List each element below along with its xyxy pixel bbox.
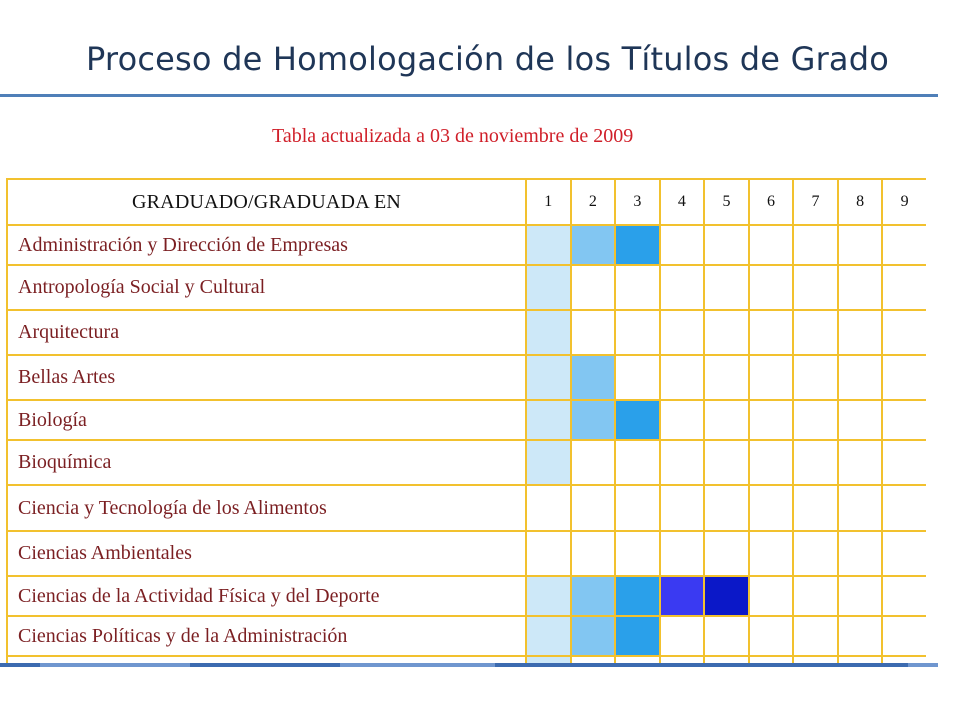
pending-step-cell [838, 576, 883, 616]
table-row [7, 355, 926, 400]
pending-step-cell [749, 531, 794, 576]
completed-step-cell [615, 576, 660, 616]
completed-step-cell [526, 576, 571, 616]
pending-step-cell [571, 265, 616, 310]
pending-step-cell [749, 400, 794, 440]
pending-step-cell [838, 355, 883, 400]
taskbar-button[interactable] [340, 663, 495, 667]
step-column-header: 4 [660, 179, 705, 225]
pending-step-cell [571, 440, 616, 485]
completed-step-cell [615, 616, 660, 656]
pending-step-cell [615, 485, 660, 531]
table-header-row [7, 179, 926, 225]
pending-step-cell [838, 616, 883, 656]
completed-step-cell [704, 576, 749, 616]
pending-step-cell [660, 485, 705, 531]
pending-step-cell [793, 531, 838, 576]
pending-step-cell [882, 400, 926, 440]
pending-step-cell [793, 400, 838, 440]
pending-step-cell [882, 310, 926, 355]
pending-step-cell [882, 355, 926, 400]
pending-step-cell [660, 265, 705, 310]
table-row [7, 531, 926, 576]
pending-step-cell [793, 355, 838, 400]
degree-name-cell: Bellas Artes [7, 355, 526, 400]
degree-name-cell: Ciencias Ambientales [7, 531, 526, 576]
pending-step-cell [660, 531, 705, 576]
completed-step-cell [571, 400, 616, 440]
pending-step-cell [838, 485, 883, 531]
pending-step-cell [571, 485, 616, 531]
pending-step-cell [704, 225, 749, 265]
step-column-header: 3 [615, 179, 660, 225]
pending-step-cell [704, 355, 749, 400]
pending-step-cell [793, 440, 838, 485]
pending-step-cell [882, 225, 926, 265]
table-row [7, 616, 926, 656]
step-column-header: 5 [704, 179, 749, 225]
pending-step-cell [660, 616, 705, 656]
step-column-header: 9 [882, 179, 926, 225]
completed-step-cell [615, 225, 660, 265]
pending-step-cell [793, 576, 838, 616]
taskbar-button[interactable] [40, 663, 190, 667]
pending-step-cell [660, 225, 705, 265]
completed-step-cell [660, 576, 705, 616]
table-row [7, 440, 926, 485]
pending-step-cell [882, 616, 926, 656]
pending-step-cell [882, 576, 926, 616]
pending-step-cell [615, 265, 660, 310]
table-row [7, 265, 926, 310]
pending-step-cell [526, 531, 571, 576]
pending-step-cell [571, 310, 616, 355]
completed-step-cell [526, 616, 571, 656]
pending-step-cell [660, 400, 705, 440]
pending-step-cell [749, 485, 794, 531]
pending-step-cell [882, 265, 926, 310]
pending-step-cell [749, 355, 794, 400]
homologation-table [6, 178, 926, 665]
completed-step-cell [571, 225, 616, 265]
completed-step-cell [526, 440, 571, 485]
update-date-note: Tabla actualizada a 03 de noviembre de 2009 [272, 125, 634, 147]
pending-step-cell [704, 310, 749, 355]
pending-step-cell [882, 485, 926, 531]
table-row [7, 400, 926, 440]
pending-step-cell [660, 440, 705, 485]
step-column-header: 8 [838, 179, 883, 225]
completed-step-cell [571, 616, 616, 656]
degree-name-cell: Biología [7, 400, 526, 440]
degree-name-cell: Ciencia y Tecnología de los Alimentos [7, 485, 526, 531]
title-divider [0, 94, 938, 97]
pending-step-cell [526, 485, 571, 531]
degree-column-header: GRADUADO/GRADUADA EN [7, 179, 526, 225]
pending-step-cell [615, 531, 660, 576]
completed-step-cell [571, 576, 616, 616]
homologation-table-container [6, 178, 926, 665]
pending-step-cell [793, 310, 838, 355]
pending-step-cell [793, 225, 838, 265]
pending-step-cell [793, 485, 838, 531]
pending-step-cell [704, 265, 749, 310]
pending-step-cell [749, 265, 794, 310]
degree-name-cell: Arquitectura [7, 310, 526, 355]
table-row [7, 225, 926, 265]
pending-step-cell [838, 440, 883, 485]
step-column-header: 2 [571, 179, 616, 225]
completed-step-cell [571, 355, 616, 400]
pending-step-cell [793, 265, 838, 310]
pending-step-cell [838, 531, 883, 576]
pending-step-cell [704, 531, 749, 576]
pending-step-cell [749, 616, 794, 656]
completed-step-cell [526, 400, 571, 440]
pending-step-cell [615, 440, 660, 485]
pending-step-cell [749, 225, 794, 265]
table-row [7, 576, 926, 616]
table-row [7, 485, 926, 531]
taskbar-button[interactable] [908, 663, 938, 667]
completed-step-cell [615, 400, 660, 440]
pending-step-cell [615, 355, 660, 400]
table-row [7, 310, 926, 355]
pending-step-cell [749, 440, 794, 485]
pending-step-cell [838, 265, 883, 310]
step-column-header: 7 [793, 179, 838, 225]
pending-step-cell [838, 310, 883, 355]
degree-name-cell: Antropología Social y Cultural [7, 265, 526, 310]
pending-step-cell [838, 400, 883, 440]
pending-step-cell [704, 440, 749, 485]
pending-step-cell [571, 531, 616, 576]
pending-step-cell [793, 616, 838, 656]
degree-name-cell: Ciencias de la Actividad Física y del Deporte [7, 576, 526, 616]
pending-step-cell [704, 485, 749, 531]
degree-name-cell: Administración y Dirección de Empresas [7, 225, 526, 265]
pending-step-cell [660, 310, 705, 355]
slide-title: Proceso de Homologación de los Títulos de Grado [86, 40, 890, 78]
pending-step-cell [749, 576, 794, 616]
degree-name-cell: Ciencias Políticas y de la Administración [7, 616, 526, 656]
pending-step-cell [660, 355, 705, 400]
completed-step-cell [526, 265, 571, 310]
pending-step-cell [704, 400, 749, 440]
completed-step-cell [526, 355, 571, 400]
pending-step-cell [838, 225, 883, 265]
step-column-header: 6 [749, 179, 794, 225]
pending-step-cell [882, 440, 926, 485]
table-body [7, 225, 926, 665]
pending-step-cell [749, 310, 794, 355]
step-column-header: 1 [526, 179, 571, 225]
pending-step-cell [882, 531, 926, 576]
degree-name-cell: Bioquímica [7, 440, 526, 485]
pending-step-cell [704, 616, 749, 656]
completed-step-cell [526, 225, 571, 265]
pending-step-cell [615, 310, 660, 355]
completed-step-cell [526, 310, 571, 355]
